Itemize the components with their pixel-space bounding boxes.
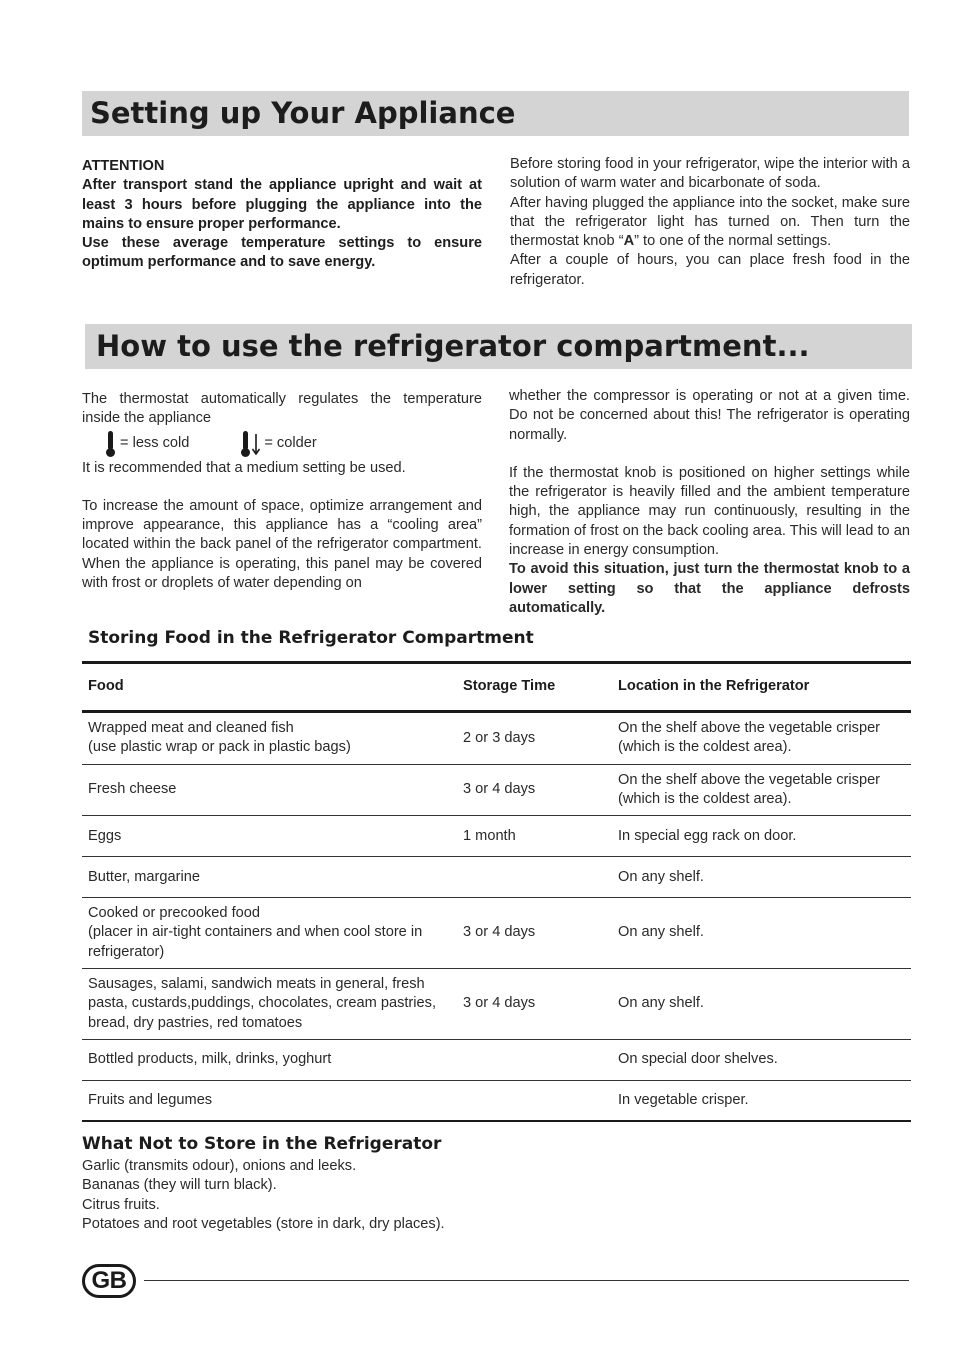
frost-paragraph: If the thermostat knob is positioned on higher settings while the refrigerator is heavily filled and the ambient temperature high, the appliance may run continuously, resulting in the formation of frost on the back cooling area. This will lead to an increase in energy consumption. bbox=[509, 464, 910, 559]
footer-divider bbox=[144, 1280, 909, 1281]
list-item: Citrus fruits. bbox=[82, 1196, 160, 1213]
not-store-title: What Not to Store in the Refrigerator bbox=[82, 1134, 442, 1154]
time-cell bbox=[457, 857, 612, 898]
table-row bbox=[82, 1039, 911, 1080]
table-row bbox=[82, 1080, 911, 1121]
medium-setting-note: It is recommended that a medium setting be used. bbox=[82, 459, 406, 476]
table-row bbox=[82, 764, 911, 816]
knob-label: A bbox=[623, 233, 635, 250]
section-title-fridge: How to use the refrigerator compartment... bbox=[85, 324, 912, 369]
not-store-section bbox=[82, 1133, 582, 1234]
thermometer-colder-icon bbox=[241, 430, 261, 458]
location-cell: On any shelf. bbox=[612, 857, 911, 898]
time-cell: 3 or 4 days bbox=[457, 969, 612, 1040]
list-item: Garlic (transmits odour), onions and leeks. bbox=[82, 1158, 357, 1174]
section-title-setup: Setting up Your Appliance bbox=[82, 91, 909, 136]
list-item: Potatoes and root vegetables (store in dark, dry places). bbox=[82, 1215, 445, 1232]
location-cell: On any shelf. bbox=[612, 969, 911, 1040]
header-location: Location in the Refrigerator bbox=[612, 663, 911, 712]
storage-table-title: Storing Food in the Refrigerator Compartment bbox=[88, 628, 534, 648]
not-store-list bbox=[82, 1157, 582, 1234]
location-cell: In special egg rack on door. bbox=[612, 816, 911, 857]
food-cell: Cooked or precooked food (placer in air-tight containers and when cool store in refrigerator) bbox=[82, 898, 457, 969]
defrost-advice: To avoid this situation, just turn the thermostat knob to a lower setting so that the appliance defrosts automatically. bbox=[509, 561, 910, 616]
location-cell: In vegetable crisper. bbox=[612, 1080, 911, 1121]
time-cell bbox=[457, 1080, 612, 1121]
list-item: Bananas (they will turn black). bbox=[82, 1177, 277, 1194]
thermostat-legend bbox=[104, 429, 482, 459]
language-badge: GB bbox=[82, 1264, 136, 1298]
location-cell: On special door shelves. bbox=[612, 1039, 911, 1080]
table-row bbox=[82, 857, 911, 898]
table-header-row bbox=[82, 663, 911, 712]
compressor-info bbox=[509, 387, 910, 618]
table-row bbox=[82, 712, 911, 765]
attention-label: ATTENTION bbox=[82, 158, 165, 174]
food-cell: Butter, margarine bbox=[82, 857, 457, 898]
setup-paragraph-clean: Before storing food in your refrigerator, wipe the interior with a solution of warm water and bicarbonate of soda. bbox=[510, 156, 910, 192]
less-cold-label: = less cold bbox=[120, 434, 190, 451]
cooling-area-paragraph: To increase the amount of space, optimize arrangement and improve appearance, this appliance has a “cooling area” located within the back panel of the refrigerator compartment. When the appliance is operating, this panel may be covered with frost or droplets of water depending on bbox=[82, 497, 482, 592]
table-row bbox=[82, 969, 911, 1040]
thermostat-info bbox=[82, 390, 482, 593]
location-cell: On the shelf above the vegetable crisper (which is the coldest area). bbox=[612, 764, 911, 816]
time-cell bbox=[457, 1039, 612, 1080]
food-cell: Fruits and legumes bbox=[82, 1080, 457, 1121]
thermostat-paragraph: The thermostat automatically regulates the temperature inside the appliance bbox=[82, 391, 482, 427]
table-row bbox=[82, 816, 911, 857]
food-cell: Wrapped meat and cleaned fish (use plastic wrap or pack in plastic bags) bbox=[82, 712, 457, 765]
compressor-paragraph: whether the compressor is operating or not at a given time. Do not be concerned about this! The refrigerator is operating normally. bbox=[509, 388, 910, 443]
location-cell: On any shelf. bbox=[612, 898, 911, 969]
thermometer-less-cold-icon bbox=[104, 430, 117, 458]
attention-block bbox=[82, 157, 482, 273]
time-cell: 3 or 4 days bbox=[457, 898, 612, 969]
location-cell: On the shelf above the vegetable crisper (which is the coldest area). bbox=[612, 712, 911, 765]
food-cell: Bottled products, milk, drinks, yoghurt bbox=[82, 1039, 457, 1080]
header-food: Food bbox=[82, 663, 457, 712]
time-cell: 3 or 4 days bbox=[457, 764, 612, 816]
time-cell: 1 month bbox=[457, 816, 612, 857]
food-cell: Fresh cheese bbox=[82, 764, 457, 816]
food-cell: Eggs bbox=[82, 816, 457, 857]
food-cell: Sausages, salami, sandwich meats in general, fresh pasta, custards,puddings, chocolates, cream pastries, bread, dry pastries, red tomatoes bbox=[82, 969, 457, 1040]
setup-instructions bbox=[510, 155, 910, 290]
setup-paragraph-wait: After a couple of hours, you can place fresh food in the refrigerator. bbox=[510, 252, 910, 288]
table-row bbox=[82, 898, 911, 969]
attention-text-settings: Use these average temperature settings to ensure optimum performance and to save energy. bbox=[82, 235, 482, 271]
food-storage-table bbox=[82, 661, 911, 1122]
attention-text-transport: After transport stand the appliance upright and wait at least 3 hours before plugging the appliance into the mains to ensure proper performance. bbox=[82, 177, 482, 232]
setup-paragraph-plug: After having plugged the appliance into the socket, make sure that the refrigerator light has turned on. Then turn the thermostat knob “A” to one of the normal settings. bbox=[510, 194, 910, 250]
time-cell: 2 or 3 days bbox=[457, 712, 612, 765]
colder-label: = colder bbox=[264, 434, 317, 451]
header-storage-time: Storage Time bbox=[457, 663, 612, 712]
